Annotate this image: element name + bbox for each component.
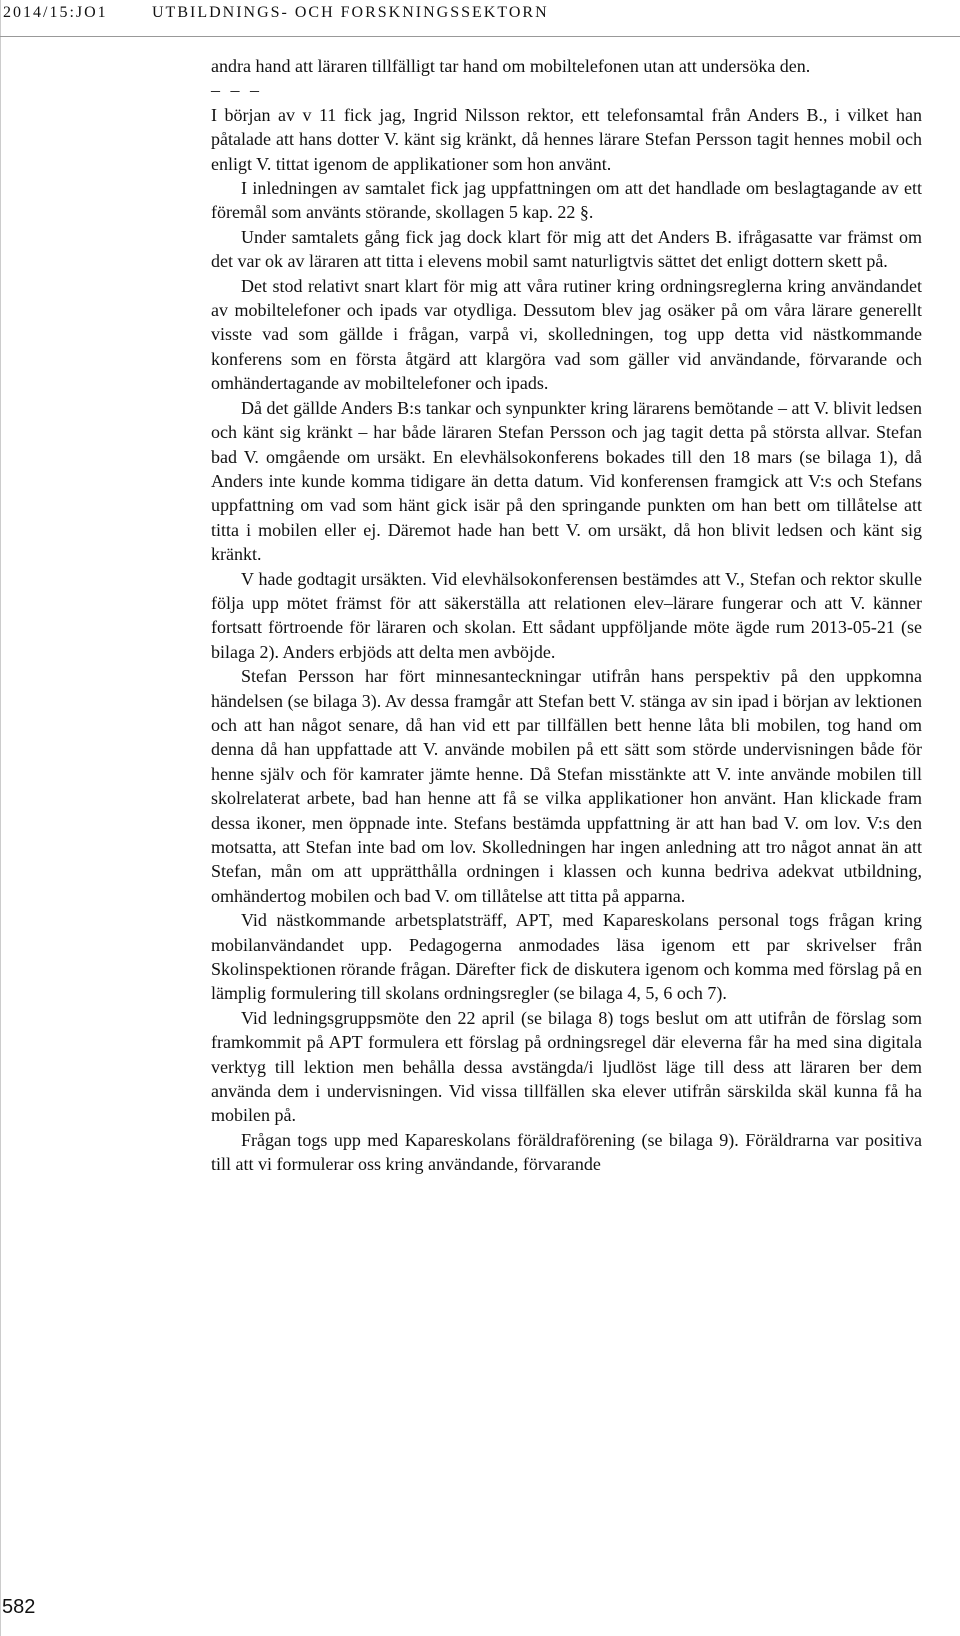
paragraph: Frågan togs upp med Kapareskolans föräldraförening (se bilaga 9). Föräldrarna var positiva till att vi formulerar oss kring användande, förvarande (211, 1129, 922, 1175)
paragraph: andra hand att läraren tillfälligt tar hand om mobiltelefonen utan att undersöka den. (211, 56, 811, 76)
paragraph: Vid nästkommande arbetsplatsträff, APT, med Kapareskolans personal togs frågan kring mobilanvändandet upp. Pedagogerna anmodades läsa igenom ett par skrivelser från Skolinspektionen rörande frågan. Därefter fick de diskutera igenom och komma med förslag på en lämplig formulering till skolans ordningsregler (se bilaga 4, 5, 6 och 7). (211, 910, 922, 1004)
paragraph: I inledningen av samtalet fick jag uppfattningen om att det handlade om beslagtagande av ett föremål som använts störande, skollagen 5 kap. 22 §. (211, 178, 922, 223)
paragraph: V hade godtagit ursäkten. Vid elevhälsokonferensen bestämdes att V., Stefan och rektor skulle följa upp mötet främst för att säkerställa att relationen elev–lärare fungerar och att V. känner fortsatt förtroende för läraren och skolan. Ett sådant uppföljande möte ägde rum 2013-05-21 (se bilaga 2). Anders erbjöds att delta men avböjde. (211, 568, 922, 662)
page-number: 582 (2, 1596, 36, 1618)
section-separator: – – – (211, 80, 262, 101)
paragraph: I början av v 11 fick jag, Ingrid Nilsson rektor, ett telefonsamtal från Anders B., i vilket han påtalade att hans dotter V. känt sig kränkt, då hennes lärare Stefan Persson tagit hennes mobil och enligt V. tittat igenom de applikationer som hon använt. (211, 104, 922, 174)
paragraph: Stefan Persson har fört minnesanteckningar utifrån hans perspektiv på den uppkomna händelsen (se bilaga 3). Av dessa framgår att Stefan bett V. stänga av sin ipad i början av lektionen och att han något senare, då han vid ett par tillfällen bett henne låta bli mobilen, tog hand om denna då han uppfattade att V. använde mobilen på ett sätt som störde undervisningen både för henne själv och för kamrater jämte henne. Då Stefan misstänkte att V. inte använde mobilen till skolrelaterat arbete, bad han henne att få se vilka applikationer hon använt. Han klickade fram dessa ikoner, men öppnade inte. Stefans bestämda uppfattning är att han bad V. om lov. V:s den motsatta, att Stefan inte bad om lov. Skolledningen har ingen anledning att tro något annat än att Stefan, mån om att upprätthålla ordningen i klassen och kunna bedriva adekvat utbildning, omhändertog mobilen och bad V. om tillåtelse att titta på apparna. (211, 666, 922, 906)
paragraph: Vid ledningsgruppsmöte den 22 april (se bilaga 8) togs beslut om att utifrån de förslag som framkommit på APT formulera ett förslag på ordningsregel där eleverna får ha med sina digitala verktyg till lektion men behålla dessa avstängda/i ljudlöst läge till dess att läraren ber dem använda dem i undervisningen. Vid vissa tillfällen ska elever utifrån särskilda skäl kunna få ha mobilen på. (211, 1007, 922, 1126)
paragraph: Under samtalets gång fick jag dock klart för mig att det Anders B. ifrågasatte var främst om det var ok av läraren att titta i elevens mobil samt naturligtvis sättet det enligt dottern skett på. (211, 226, 922, 272)
paragraph: Då det gällde Anders B:s tankar och synpunkter kring lärarens bemötande – att V. blivit ledsen och känt sig kränkt – har både läraren Stefan Persson och jag tagit detta på största allvar. Stefan bad V. omgående om ursäkt. En elevhälsokonferens bokades till den 18 mars (se bilaga 1), då Anders inte kunde komma tidigare än detta datum. Vid konferensen framgick att V:s och Stefans uppfattning om vad som hänt gick isär på den springande punkten om han bett om tillåtelse att titta i mobilen eller ej. Däremot hade han bett V. om ursäkt, då hon blivit ledsen och känt sig kränkt. (211, 397, 922, 565)
document-reference: 2014/15:JO1 (3, 4, 108, 21)
paragraph: Det stod relativt snart klart för mig att våra rutiner kring ordningsreglerna kring användandet av mobiltelefoner och ipads var otydliga. Dessutom blev jag osäker på om våra lärare generellt visste vad som gällde i frågan, varpå vi, skolledningen, tog upp detta vid nästkommande konferens som en första åtgärd att klargöra vad som gäller vid användande, förvarande och omhändertagande av mobiltelefoner och ipads. (211, 275, 922, 394)
section-title: UTBILDNINGS- OCH FORSKNINGSSEKTORN (152, 4, 549, 21)
running-header (0, 0, 960, 34)
document-body (211, 54, 922, 1177)
header-divider (0, 36, 960, 37)
margin-rule (0, 0, 1, 1636)
